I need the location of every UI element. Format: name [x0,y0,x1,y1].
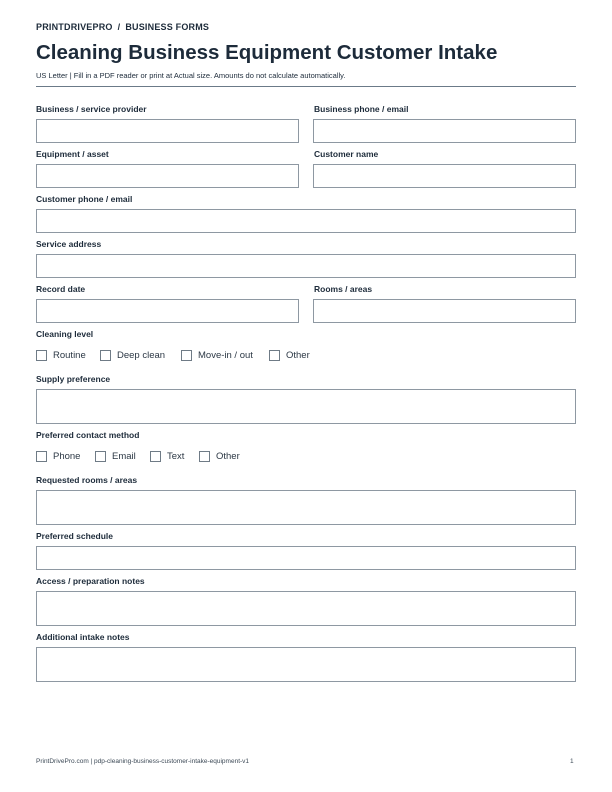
cleaning-level-deep-clean-option[interactable] [100,350,165,361]
cleaning-level-other-label: Other [286,350,310,361]
requested-rooms-areas-input[interactable] [36,490,576,525]
header-divider [36,86,576,87]
contact-method-phone-label: Phone [53,451,81,462]
cleaning-level-routine-label: Routine [53,350,86,361]
contact-method-other-option[interactable] [199,451,240,462]
cleaning-level-routine-option[interactable] [36,350,86,361]
equipment-asset-label: Equipment / asset [36,149,109,159]
supply-preference-label: Supply preference [36,374,111,384]
cleaning-level-move-in-out-label: Move-in / out [198,350,253,361]
contact-method-email-option[interactable] [95,451,136,462]
contact-method-email-label: Email [112,451,136,462]
breadcrumb [36,22,209,32]
service-address-input[interactable] [36,254,576,278]
business-phone-email-label: Business phone / email [314,104,409,114]
cleaning-level-deep-clean-label: Deep clean [117,350,166,361]
checkbox-email[interactable] [95,451,106,462]
checkbox-contact-other[interactable] [199,451,210,462]
cleaning-level-label: Cleaning level [36,329,94,339]
checkbox-routine[interactable] [36,350,47,361]
record-date-label: Record date [36,284,86,294]
page-title: Cleaning Business Equipment Customer Intake [36,41,498,64]
checkbox-deep-clean[interactable] [100,350,111,361]
breadcrumb-section: BUSINESS FORMS [125,22,210,32]
supply-preference-input[interactable] [36,389,576,424]
contact-method-text-option[interactable] [150,451,184,462]
breadcrumb-separator: / [117,22,121,32]
customer-phone-email-input[interactable] [36,209,576,233]
preferred-schedule-input[interactable] [36,546,576,570]
contact-method-other-label: Other [216,451,240,462]
checkbox-text[interactable] [150,451,161,462]
contact-method-phone-option[interactable] [36,451,80,462]
customer-name-input[interactable] [313,164,576,188]
breadcrumb-brand: PRINTDRIVEPRO [36,22,113,32]
page-number: 1 [570,758,574,765]
business-phone-email-input[interactable] [313,119,576,143]
rooms-areas-label: Rooms / areas [314,284,373,294]
contact-method-label: Preferred contact method [36,430,140,440]
checkbox-move-in-out[interactable] [181,350,192,361]
cleaning-level-move-in-out-option[interactable] [181,350,253,361]
footer-text: PrintDrivePro.com | pdp-cleaning-business-customer-intake-equipment-v1 [36,758,250,765]
access-notes-label: Access / preparation notes [36,576,145,586]
checkbox-cleaning-other[interactable] [269,350,280,361]
checkbox-phone[interactable] [36,451,47,462]
customer-name-label: Customer name [314,149,379,159]
rooms-areas-input[interactable] [313,299,576,323]
customer-phone-email-label: Customer phone / email [36,194,133,204]
preferred-schedule-label: Preferred schedule [36,531,114,541]
additional-notes-label: Additional intake notes [36,632,130,642]
additional-notes-input[interactable] [36,647,576,682]
contact-method-text-label: Text [167,451,185,462]
cleaning-level-other-option[interactable] [269,350,310,361]
access-notes-input[interactable] [36,591,576,626]
record-date-input[interactable] [36,299,299,323]
service-address-label: Service address [36,239,102,249]
business-provider-label: Business / service provider [36,104,147,114]
page-subtitle: US Letter | Fill in a PDF reader or print at Actual size. Amounts do not calculate automatically. [36,71,346,80]
equipment-asset-input[interactable] [36,164,299,188]
requested-rooms-areas-label: Requested rooms / areas [36,475,138,485]
business-provider-input[interactable] [36,119,299,143]
